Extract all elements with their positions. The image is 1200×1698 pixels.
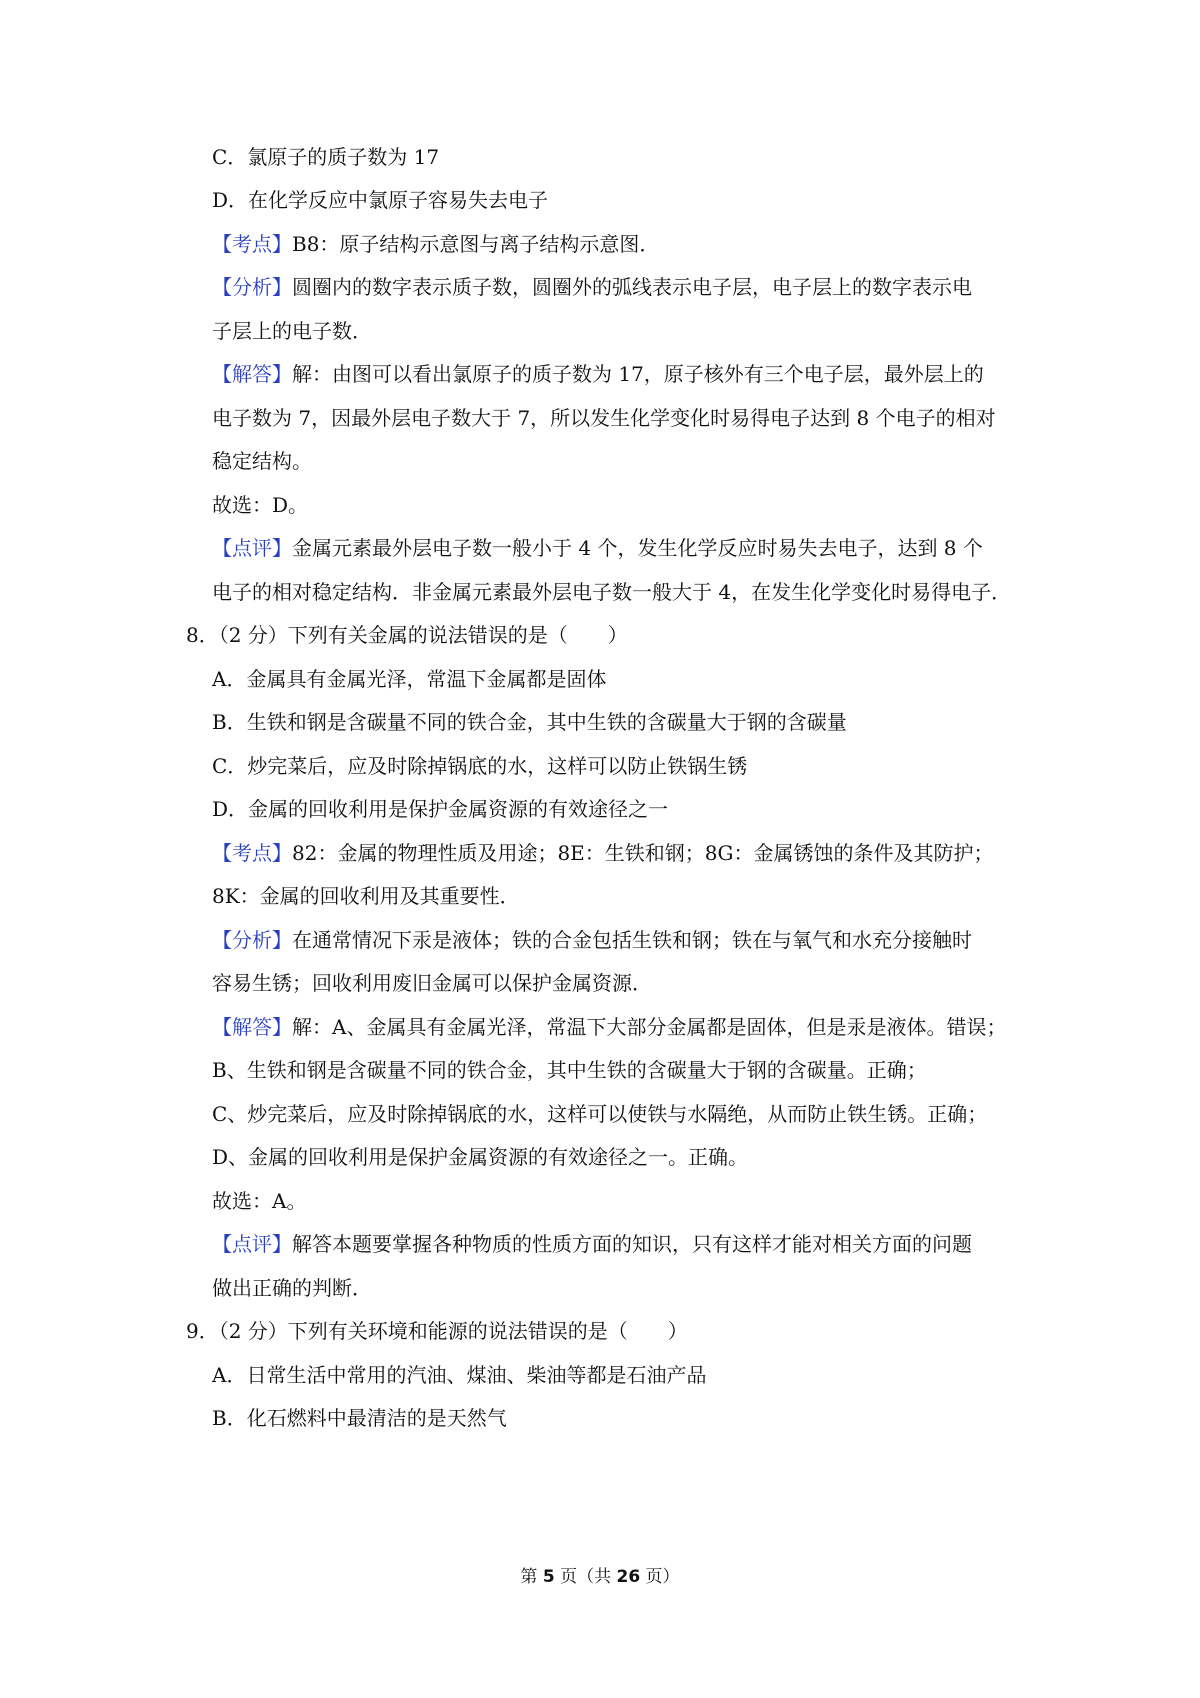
footer-total-pages: 26 (616, 1567, 641, 1587)
kaodian-text: B8：原子结构示意图与离子结构示意图． (292, 232, 660, 256)
dianping-tag: 【点评】 (212, 1232, 292, 1256)
kaodian-tag: 【考点】 (212, 232, 292, 256)
jieda-tag: 【解答】 (212, 1015, 292, 1039)
q8-kaodian (212, 838, 993, 868)
footer-suffix: 页） (640, 1567, 680, 1587)
dianping-tag: 【点评】 (212, 536, 292, 560)
jieda-text: 解：由图可以看出氯原子的质子数为 17，原子核外有三个电子层，最外层上的 (292, 362, 984, 386)
jieda-text: 解：A、金属具有金属光泽，常温下大部分金属都是固体，但是汞是液体。错误； (292, 1015, 1007, 1039)
q7-kaodian (212, 229, 659, 259)
q9-stem: 9．（2 分）下列有关环境和能源的说法错误的是（ ） (186, 1319, 688, 1343)
q8-option-a: A．金属具有金属光泽，常温下金属都是固体 (212, 667, 607, 691)
page-footer (0, 1565, 1200, 1589)
q8-jieda-cont-1: B、生铁和钢是含碳量不同的铁合金，其中生铁的含碳量大于钢的含碳量。正确； (212, 1058, 927, 1082)
q8-fenxi-cont: 容易生锈；回收利用废旧金属可以保护金属资源． (212, 971, 652, 995)
fenxi-tag: 【分析】 (212, 275, 292, 299)
q7-answer: 故选：D。 (212, 493, 309, 517)
fenxi-text: 圆圈内的数字表示质子数，圆圈外的弧线表示电子层，电子层上的数字表示电 (292, 275, 972, 299)
kaodian-text: 82：金属的物理性质及用途；8E：生铁和钢；8G：金属锈蚀的条件及其防护； (292, 841, 994, 865)
q8-jieda-cont-3: D、金属的回收利用是保护金属资源的有效途径之一。正确。 (212, 1145, 749, 1169)
q8-option-c: C．炒完菜后，应及时除掉锅底的水，这样可以防止铁锅生锈 (212, 754, 748, 778)
q8-dianping-cont: 做出正确的判断． (212, 1276, 372, 1300)
footer-prefix: 第 (520, 1567, 543, 1587)
q8-kaodian-cont: 8K：金属的回收利用及其重要性． (212, 884, 520, 908)
q8-option-d: D．金属的回收利用是保护金属资源的有效途径之一 (212, 797, 669, 821)
dianping-text: 解答本题要掌握各种物质的性质方面的知识，只有这样才能对相关方面的问题 (292, 1232, 972, 1256)
q7-fenxi-cont: 子层上的电子数． (212, 319, 372, 343)
q8-jieda-cont-2: C、炒完菜后，应及时除掉锅底的水，这样可以使铁与水隔绝，从而防止铁生锈。正确； (212, 1102, 988, 1126)
jieda-tag: 【解答】 (212, 362, 292, 386)
footer-page-number: 5 (542, 1567, 555, 1587)
fenxi-text: 在通常情况下汞是液体；铁的合金包括生铁和钢；铁在与氧气和水充分接触时 (292, 928, 972, 952)
q7-option-d: D．在化学反应中氯原子容易失去电子 (212, 188, 549, 212)
q7-jieda-cont-2: 稳定结构。 (212, 449, 312, 473)
fenxi-tag: 【分析】 (212, 928, 292, 952)
q7-dianping-cont: 电子的相对稳定结构．非金属元素最外层电子数一般大于 4，在发生化学变化时易得电子． (212, 580, 1012, 604)
q7-fenxi (212, 272, 972, 302)
dianping-text: 金属元素最外层电子数一般小于 4 个，发生化学反应时易失去电子，达到 8 个 (292, 536, 983, 560)
q8-answer: 故选：A。 (212, 1189, 307, 1213)
q7-jieda-cont-1: 电子数为 7，因最外层电子数大于 7，所以发生化学变化时易得电子达到 8 个电子的相对 (212, 406, 996, 430)
footer-middle: 页（共 (554, 1567, 617, 1587)
kaodian-tag: 【考点】 (212, 841, 292, 865)
q8-fenxi (212, 925, 972, 955)
q7-option-c: C．氯原子的质子数为 17 (212, 145, 440, 169)
q8-option-b: B．生铁和钢是含碳量不同的铁合金，其中生铁的含碳量大于钢的含碳量 (212, 710, 847, 734)
q7-jieda (212, 359, 984, 389)
q9-option-a: A．日常生活中常用的汽油、煤油、柴油等都是石油产品 (212, 1363, 707, 1387)
q9-option-b: B．化石燃料中最清洁的是天然气 (212, 1406, 507, 1430)
q7-dianping (212, 533, 983, 563)
q8-dianping (212, 1229, 972, 1259)
q8-jieda (212, 1012, 1006, 1042)
q8-stem: 8．（2 分）下列有关金属的说法错误的是（ ） (186, 623, 628, 647)
